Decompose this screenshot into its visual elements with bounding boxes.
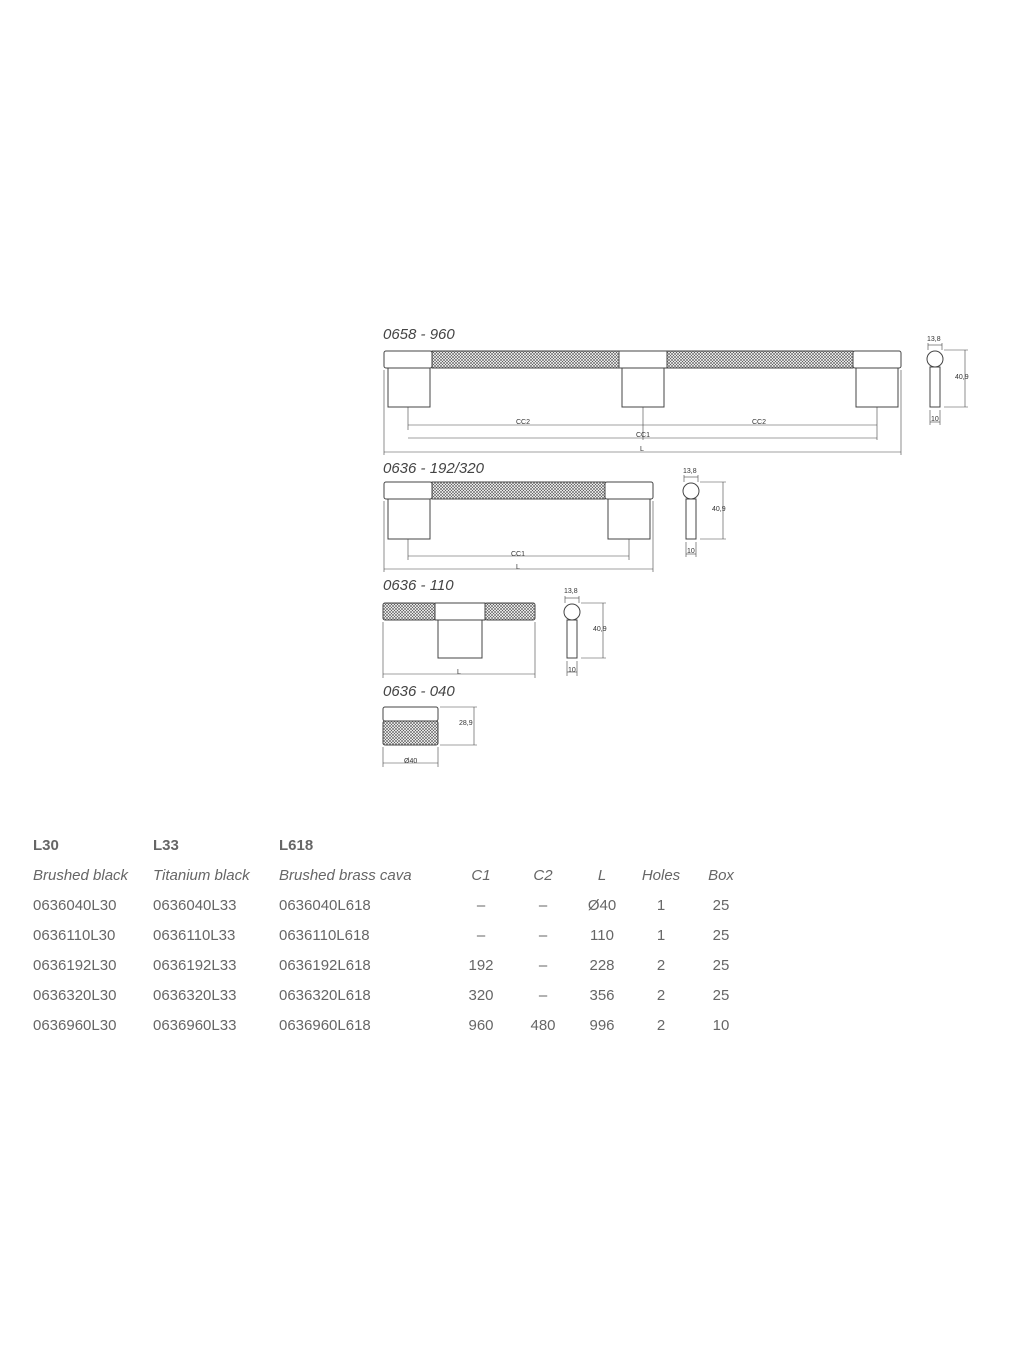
cell-holes: 1 <box>656 896 666 914</box>
code-l618: 0636040L618 <box>279 896 371 914</box>
cell-box: 25 <box>712 926 730 944</box>
dim-width: 10 <box>687 548 695 555</box>
finish-name: Titanium black <box>153 866 250 884</box>
dim-length: L <box>640 446 644 453</box>
column-header-l: L <box>597 866 607 884</box>
code-l618: 0636960L618 <box>279 1016 371 1034</box>
cell-holes: 1 <box>656 926 666 944</box>
dim-diameter: 13,8 <box>683 468 697 475</box>
dim-cc2-left: CC2 <box>516 419 531 426</box>
cell-c2: 480 <box>530 1016 556 1034</box>
dim-diameter: Ø40 <box>404 758 418 765</box>
cell-holes: 2 <box>656 986 666 1004</box>
finish-code: L33 <box>153 836 179 854</box>
column-header-c2: C2 <box>533 866 553 884</box>
cell-holes: 2 <box>656 1016 666 1034</box>
code-l33: 0636040L33 <box>153 896 237 914</box>
cell-holes: 2 <box>656 956 666 974</box>
finish-code: L618 <box>279 836 314 854</box>
drawing-040 <box>383 707 477 767</box>
cell-c1: – <box>476 926 486 944</box>
cell-box: 25 <box>712 896 730 914</box>
drawing-110 <box>383 596 606 678</box>
code-l618: 0636320L618 <box>279 986 371 1004</box>
drawing-label-110: 0636 - 110 <box>383 577 454 594</box>
cell-l: 228 <box>589 956 615 974</box>
table-row <box>28 890 761 920</box>
dim-height: 40,9 <box>955 374 969 381</box>
cell-c2: – <box>538 956 548 974</box>
code-l618: 0636110L618 <box>279 926 370 944</box>
cell-l: 110 <box>590 926 614 944</box>
dim-width: 10 <box>568 667 576 674</box>
cell-box: 25 <box>712 986 730 1004</box>
dim-cc1: CC1 <box>636 432 651 439</box>
table-row <box>28 980 761 1010</box>
dim-length: L <box>457 669 461 676</box>
finish-code-row <box>28 830 761 860</box>
dim-height: 40,9 <box>712 506 726 513</box>
dim-cc2-right: CC2 <box>752 419 767 426</box>
column-header-holes: Holes <box>641 866 681 884</box>
column-header-box: Box <box>708 866 734 884</box>
code-l33: 0636960L33 <box>153 1016 237 1034</box>
product-table <box>28 830 761 1040</box>
code-l618: 0636192L618 <box>279 956 371 974</box>
code-l30: 0636320L30 <box>33 986 117 1004</box>
finish-name: Brushed brass cava <box>279 866 412 884</box>
column-header-row <box>28 860 761 890</box>
dim-width: 10 <box>931 416 939 423</box>
table-row <box>28 920 761 950</box>
drawing-label-192-320: 0636 - 192/320 <box>383 460 484 477</box>
cell-box: 10 <box>712 1016 730 1034</box>
code-l30: 0636192L30 <box>33 956 117 974</box>
cell-c1: 320 <box>468 986 494 1004</box>
dim-diameter: 13,8 <box>927 336 941 343</box>
drawing-label-040: 0636 - 040 <box>383 683 455 700</box>
code-l33: 0636110L33 <box>153 926 236 944</box>
finish-name: Brushed black <box>33 866 129 884</box>
code-l30: 0636110L30 <box>33 926 116 944</box>
code-l30: 0636040L30 <box>33 896 117 914</box>
dim-height: 28,9 <box>459 720 473 727</box>
cell-c1: 192 <box>468 956 494 974</box>
code-l33: 0636192L33 <box>153 956 237 974</box>
dim-length: L <box>516 564 520 571</box>
cell-c2: – <box>538 896 548 914</box>
table-row <box>28 1010 761 1040</box>
cell-c1: 960 <box>468 1016 494 1034</box>
drawing-960 <box>384 343 968 455</box>
drawing-192-320 <box>384 475 726 572</box>
drawing-label-960: 0658 - 960 <box>383 326 455 343</box>
dim-diameter: 13,8 <box>564 588 578 595</box>
code-l30: 0636960L30 <box>33 1016 117 1034</box>
cell-c2: – <box>538 926 548 944</box>
cell-c2: – <box>538 986 548 1004</box>
table-row <box>28 950 761 980</box>
code-l33: 0636320L33 <box>153 986 237 1004</box>
cell-c1: – <box>476 896 486 914</box>
finish-code: L30 <box>33 836 59 854</box>
cell-box: 25 <box>712 956 730 974</box>
cell-l: Ø40 <box>587 896 617 914</box>
column-header-c1: C1 <box>471 866 491 884</box>
dim-cc1: CC1 <box>511 551 526 558</box>
cell-l: 996 <box>589 1016 615 1034</box>
dim-height: 40,9 <box>593 626 607 633</box>
cell-l: 356 <box>589 986 615 1004</box>
